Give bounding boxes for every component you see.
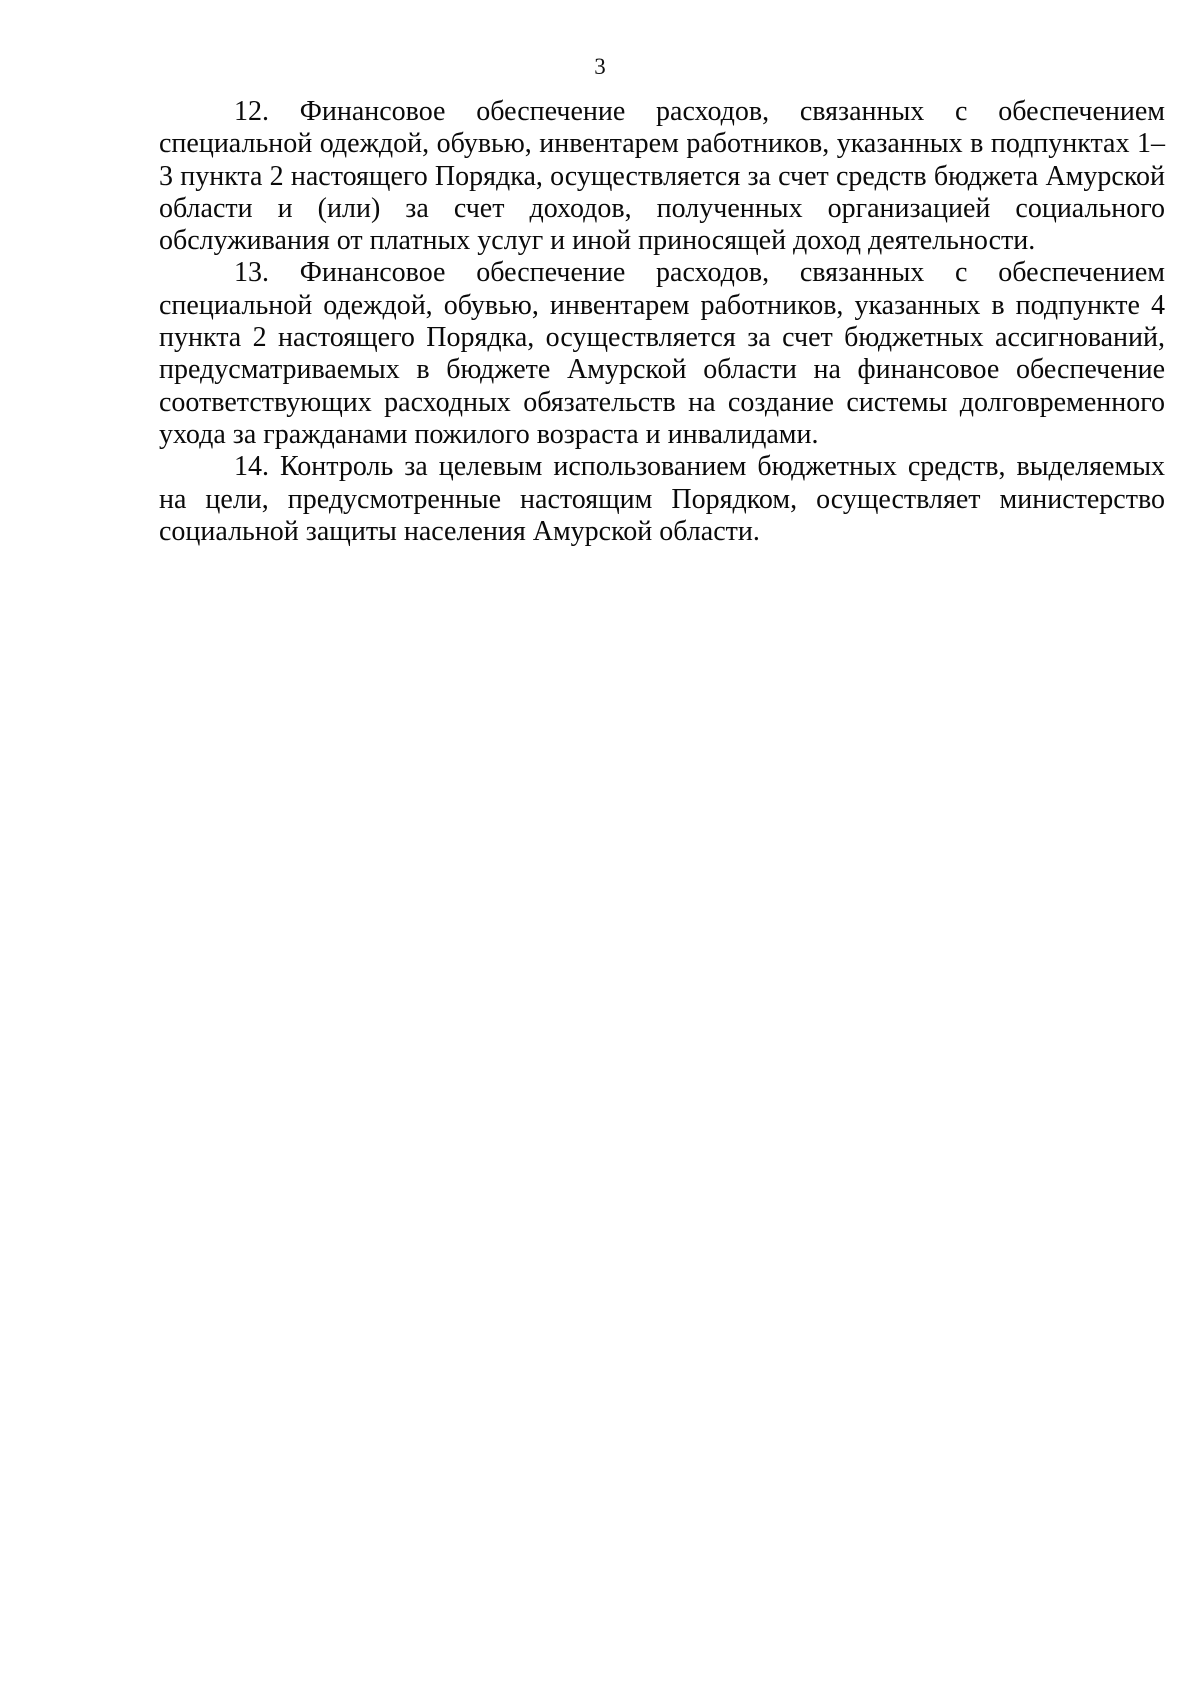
paragraph-12: 12. Финансовое обеспечение расходов, связанных с обеспечением специальной одеждой, обувью, инвентарем работников, указанных в подпунктах 1–3 пункта 2 настоящего Порядка, осуществляется за счет средств бюджета Амурской области и (или) за счет доходов, полученных организацией социального обслуживания от платных услуг и иной приносящей доход деятельности. [159, 96, 1165, 257]
page-number: 3 [594, 54, 606, 79]
document-body [159, 96, 1165, 548]
paragraph-14: 14. Контроль за целевым использованием бюджетных средств, выделяемых на цели, предусмотренные настоящим Порядком, осуществляет министерство социальной защиты населения Амурской области. [159, 451, 1165, 547]
paragraph-13: 13. Финансовое обеспечение расходов, связанных с обеспечением специальной одеждой, обувью, инвентарем работников, указанных в подпункте 4 пункта 2 настоящего Порядка, осуществляется за счет бюджетных ассигнований, предусматриваемых в бюджете Амурской области на финансовое обеспечение соответствующих расходных обязательств на создание системы долговременного ухода за гражданами пожилого возраста и инвалидами. [159, 257, 1165, 450]
